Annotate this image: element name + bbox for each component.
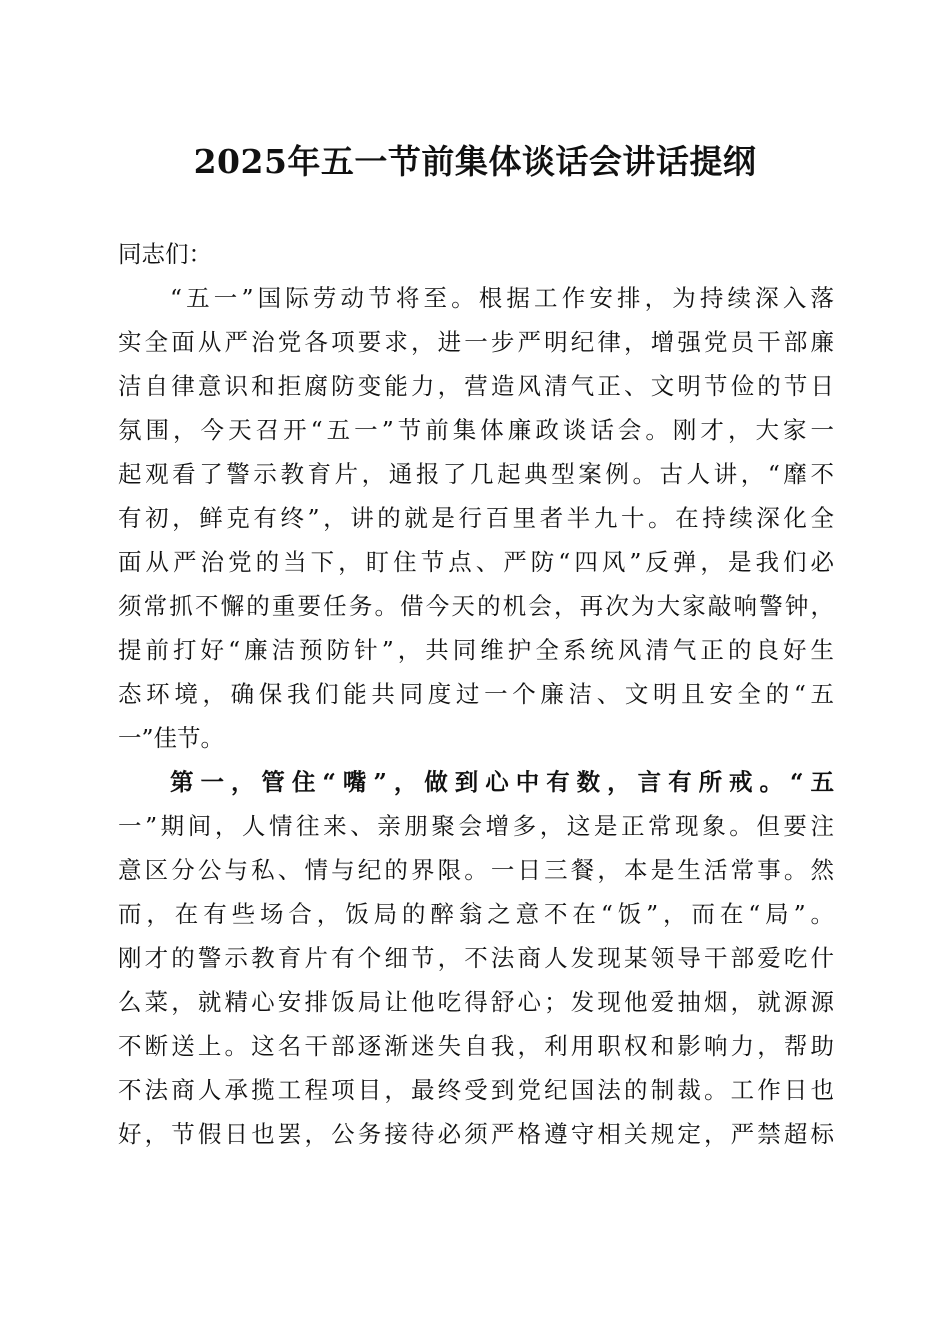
paragraph-1-line-6: 有初，鲜克有终”，讲的就是行百里者半九十。在持续深化全 bbox=[118, 504, 834, 532]
paragraph-1-line-3: 洁自律意识和拒腐防变能力，营造风清气正、文明节俭的节日 bbox=[118, 372, 834, 400]
paragraph-2-line-5: 刚才的警示教育片有个细节，不法商人发现某领导干部爱吃什 bbox=[118, 944, 834, 972]
paragraph-2-line-4: 而，在有些场合，饭局的醉翁之意不在“饭”，而在“局”。 bbox=[118, 900, 834, 928]
paragraph-2-line-6: 么菜，就精心安排饭局让他吃得舒心；发现他爱抽烟，就源源 bbox=[118, 988, 834, 1016]
document-title: 2025年五一节前集体谈话会讲话提纲 bbox=[193, 142, 757, 181]
paragraph-1-line-1: “五一”国际劳动节将至。根据工作安排，为持续深入落 bbox=[170, 284, 834, 312]
paragraph-2-line-7: 不断送上。这名干部逐渐迷失自我，利用职权和影响力，帮助 bbox=[118, 1032, 834, 1060]
greeting: 同志们： bbox=[118, 240, 212, 268]
paragraph-1-line-7: 面从严治党的当下，盯住节点、严防“四风”反弹，是我们必 bbox=[118, 548, 834, 576]
paragraph-1-line-9: 提前打好“廉洁预防针”，共同维护全系统风清气正的良好生 bbox=[118, 636, 834, 664]
paragraph-1-line-10: 态环境，确保我们能共同度过一个廉洁、文明且安全的“五 bbox=[118, 680, 834, 708]
paragraph-1-line-2: 实全面从严治党各项要求，进一步严明纪律，增强党员干部廉 bbox=[118, 328, 834, 356]
paragraph-1-line-5: 起观看了警示教育片，通报了几起典型案例。古人讲，“靡不 bbox=[118, 460, 834, 488]
paragraph-2-line-3: 意区分公与私、情与纪的界限。一日三餐，本是生活常事。然 bbox=[118, 856, 834, 884]
paragraph-1-line-4: 氛围，今天召开“五一”节前集体廉政谈话会。刚才，大家一 bbox=[118, 416, 834, 444]
paragraph-1-line-11: 一”佳节。 bbox=[118, 724, 225, 752]
paragraph-2-line-9: 好，节假日也罢，公务接待必须严格遵守相关规定，严禁超标 bbox=[118, 1120, 834, 1148]
paragraph-2-line-1: 第一，管住“嘴”，做到心中有数，言有所戒。“五 bbox=[170, 768, 834, 796]
document-body bbox=[118, 232, 834, 1156]
paragraph-1-line-8: 须常抓不懈的重要任务。借今天的机会，再次为大家敲响警钟， bbox=[118, 592, 834, 620]
paragraph-2-line-8: 不法商人承揽工程项目，最终受到党纪国法的制裁。工作日也 bbox=[118, 1076, 834, 1104]
paragraph-2-line-2: 一”期间，人情往来、亲朋聚会增多，这是正常现象。但要注 bbox=[118, 812, 834, 840]
